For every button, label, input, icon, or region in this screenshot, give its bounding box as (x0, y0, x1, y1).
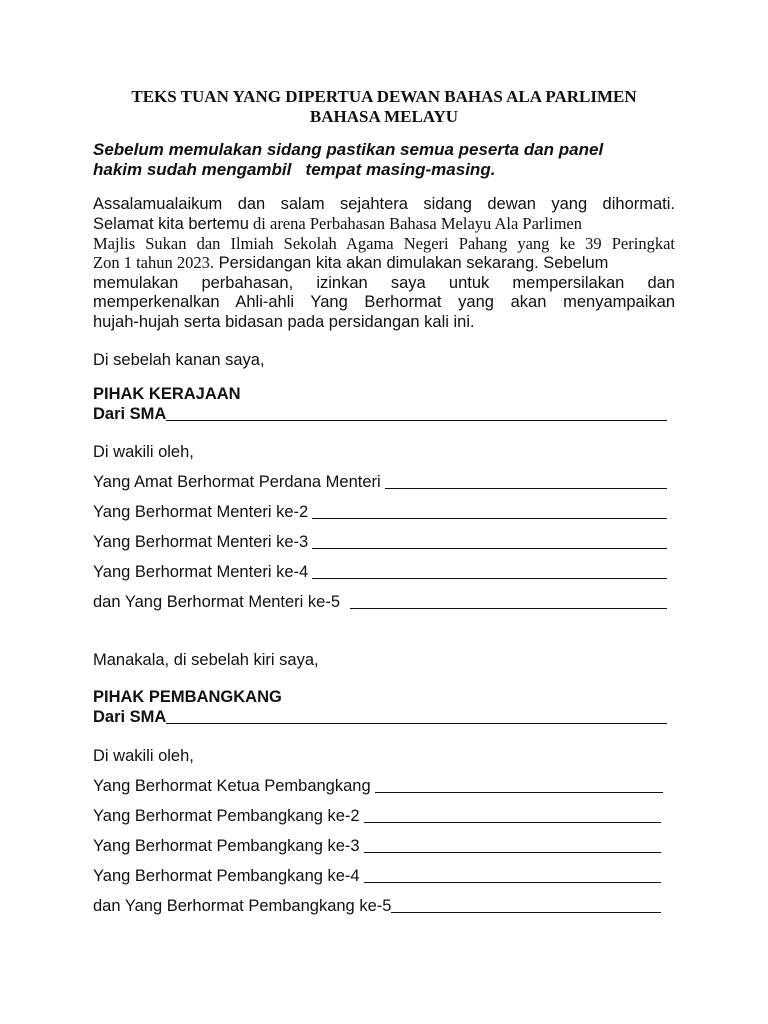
document-title-line-1: TEKS TUAN YANG DIPERTUA DEWAN BAHAS ALA PARLIMEN (131, 87, 637, 106)
opposition-school-blank[interactable] (166, 722, 667, 724)
government-member-label: Yang Amat Berhormat Perdana Menteri (93, 473, 381, 491)
government-school-blank[interactable] (166, 419, 667, 421)
intro-line-6: memperkenalkan Ahli-ahli Yang Berhormat yang akan menyampaikan (93, 293, 675, 311)
government-member-label: dan Yang Berhormat Menteri ke-5 (93, 593, 341, 611)
instruction-line-1: Sebelum memulakan sidang pastikan semua peserta dan panel (93, 140, 604, 159)
opposition-side-intro: Manakala, di sebelah kiri saya, (93, 651, 319, 669)
intro-line-2-part-a: Selamat kita bertemu (93, 215, 249, 233)
opposition-member-row (93, 864, 661, 886)
government-school-field (93, 402, 667, 424)
government-member-blank[interactable] (312, 547, 667, 549)
opposition-member-row (93, 834, 661, 856)
intro-line-1: Assalamualaikum dan salam sejahtera sidang dewan yang dihormati. (93, 195, 675, 213)
opposition-member-label: Yang Berhormat Pembangkang ke-4 (93, 867, 360, 885)
opposition-member-label: Yang Berhormat Ketua Pembangkang (93, 777, 371, 795)
government-member-blank[interactable] (385, 487, 667, 489)
government-school-label: Dari SMA (93, 405, 167, 423)
opposition-member-blank[interactable] (364, 821, 661, 823)
opposition-member-label: Yang Berhormat Pembangkang ke-3 (93, 837, 360, 855)
opposition-member-label: Yang Berhormat Pembangkang ke-2 (93, 807, 360, 825)
intro-line-4 (93, 253, 675, 273)
opposition-member-blank[interactable] (391, 911, 661, 913)
intro-line-4-part-b: Persidangan kita akan dimulakan sekarang. Sebelum (214, 254, 609, 272)
opposition-member-label: dan Yang Berhormat Pembangkang ke-5 (93, 897, 392, 915)
government-represented-by: Di wakili oleh, (93, 443, 194, 461)
intro-line-4-part-a: Zon 1 tahun 2023. (93, 253, 214, 272)
document-title-line-2: BAHASA MELAYU (309, 107, 459, 126)
opposition-member-blank[interactable] (375, 791, 663, 793)
opposition-member-blank[interactable] (364, 881, 661, 883)
government-member-label: Yang Berhormat Menteri ke-2 (93, 503, 309, 521)
opposition-heading: PIHAK PEMBANGKANG (93, 688, 282, 706)
intro-line-2-part-b: di arena Perbahasan Bahasa Melayu Ala Parlimen (248, 214, 582, 233)
intro-line-5: memulakan perbahasan, izinkan saya untuk mempersilakan dan (93, 274, 675, 292)
government-member-blank[interactable] (312, 517, 667, 519)
opposition-school-field (93, 705, 667, 727)
government-member-row (93, 500, 667, 522)
government-member-label: Yang Berhormat Menteri ke-3 (93, 533, 309, 551)
intro-line-3: Majlis Sukan dan Ilmiah Sekolah Agama Negeri Pahang yang ke 39 Peringkat (93, 234, 675, 253)
intro-line-2 (93, 214, 675, 234)
government-member-row (93, 560, 667, 582)
opposition-member-row (93, 804, 661, 826)
opposition-member-blank[interactable] (364, 851, 661, 853)
government-member-label: Yang Berhormat Menteri ke-4 (93, 563, 309, 581)
opposition-school-label: Dari SMA (93, 708, 167, 726)
intro-line-7: hujah-hujah serta bidasan pada persidangan kali ini. (93, 313, 475, 331)
opposition-represented-by: Di wakili oleh, (93, 747, 194, 765)
government-member-row (93, 530, 667, 552)
opposition-member-row (93, 774, 663, 796)
government-member-blank[interactable] (312, 577, 667, 579)
government-side-intro: Di sebelah kanan saya, (93, 351, 265, 369)
government-member-row (93, 590, 667, 612)
government-heading: PIHAK KERAJAAN (93, 385, 241, 403)
opposition-member-row (93, 894, 661, 916)
government-member-row (93, 470, 667, 492)
instruction-line-2: hakim sudah mengambil tempat masing-masing. (93, 160, 496, 179)
government-member-blank[interactable] (350, 607, 667, 609)
